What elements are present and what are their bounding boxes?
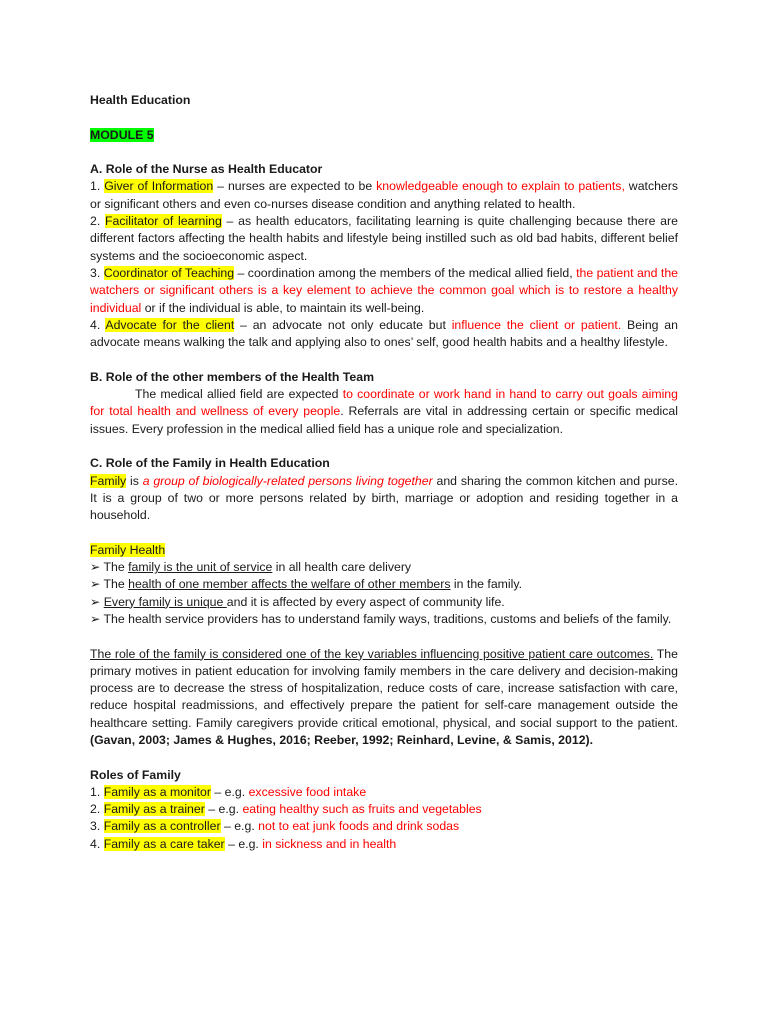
section-a-item-4: 4. Advocate for the client – an advocate not only educate but influence the client or patient. Being an advocate means walking the talk and applying also to ones’ self, good health habits and a healthy lifestyle. [90, 317, 678, 350]
module-label: MODULE 5 [90, 127, 154, 142]
role-of-family-paragraph: The role of the family is considered one of the key variables influencing positive patient care outcomes. The primary motives in patient education for involving family members in the care delivery and decision-making process are to decrease the stress of hospitalization, reduce costs of care, increase satisfaction with care, reduce hospital readmissions, and effectively prepare the patient for self-care management outside the healthcare setting. Family caregivers provide critical emotional, physical, and social support to the patient.(Gavan, 2003; James & Hughes, 2016; Reeber, 1992; Reinhard, Levine, & Samis, 2012). [90, 646, 678, 747]
term-highlight: Advocate for the client [105, 317, 235, 332]
family-definition: Family is a group of biologically-related persons living together and sharing the common kitchen and purse. It is a group of two or more persons related by birth, marriage or adoption and residing together in a household. [90, 473, 678, 523]
section-a-item-1: 1. Giver of Information – nurses are expected to be knowledgeable enough to explain to patients, watchers or significant others and even co-nurses disease condition and anything related to health. [90, 179, 679, 211]
family-health-bullet: ➢ The health service providers has to understand family ways, traditions, customs and beliefs of the family. [90, 611, 672, 626]
section-a-heading: A. Role of the Nurse as Health Educator [90, 162, 323, 177]
term-highlight: Giver of Information [104, 179, 214, 194]
term-highlight: Facilitator of learning [105, 214, 222, 229]
family-health-bullet: ➢ The health of one member affects the welfare of other members in the family. [90, 577, 523, 592]
section-c-heading: C. Role of the Family in Health Education [90, 456, 330, 471]
roles-of-family-heading: Roles of Family [90, 767, 181, 782]
citation: (Gavan, 2003; James & Hughes, 2016; Reeber, 1992; Reinhard, Levine, & Samis, 2012). [90, 732, 594, 747]
section-b-heading: B. Role of the other members of the Health Team [90, 369, 375, 384]
document-title: Health Education [90, 93, 191, 107]
section-b-paragraph: The medical allied field are expected to coordinate or work hand in hand to carry out goals aiming for total health and wellness of every people. Referrals are vital in addressing certain or specific medical issues. Every profession in the medical allied field has a unique role and specialization. [90, 387, 678, 436]
family-health-bullet: ➢ Every family is unique and it is affected by every aspect of community life. [90, 594, 505, 609]
family-health-heading: Family Health [90, 542, 166, 557]
family-health-bullet: ➢ The family is the unit of service in all health care delivery [90, 560, 412, 575]
section-a-item-2: 2. Facilitator of learning – as health educators, facilitating learning is quite challenging because there are different factors affecting the health habits and lifestyle being instilled such as old bad habits, different belief systems and the socioeconomic aspect. [90, 214, 678, 263]
roles-of-family-item: 1. Family as a monitor – e.g. excessive food intake [90, 784, 367, 799]
roles-of-family-item: 3. Family as a controller – e.g. not to eat junk foods and drink sodas [90, 819, 460, 834]
section-a-item-3: 3. Coordinator of Teaching – coordination among the members of the medical allied field, the patient and the watchers or significant others is a key element to achieve the common goal which is to restore a healthy individual or if the individual is able, to maintain its well-being. [90, 265, 678, 315]
roles-of-family-item: 2. Family as a trainer – e.g. eating healthy such as fruits and vegetables [90, 802, 482, 817]
term-highlight: Coordinator of Teaching [103, 265, 235, 280]
roles-of-family-item: 4. Family as a care taker – e.g. in sickness and in health [90, 836, 397, 851]
document-page [90, 92, 678, 853]
